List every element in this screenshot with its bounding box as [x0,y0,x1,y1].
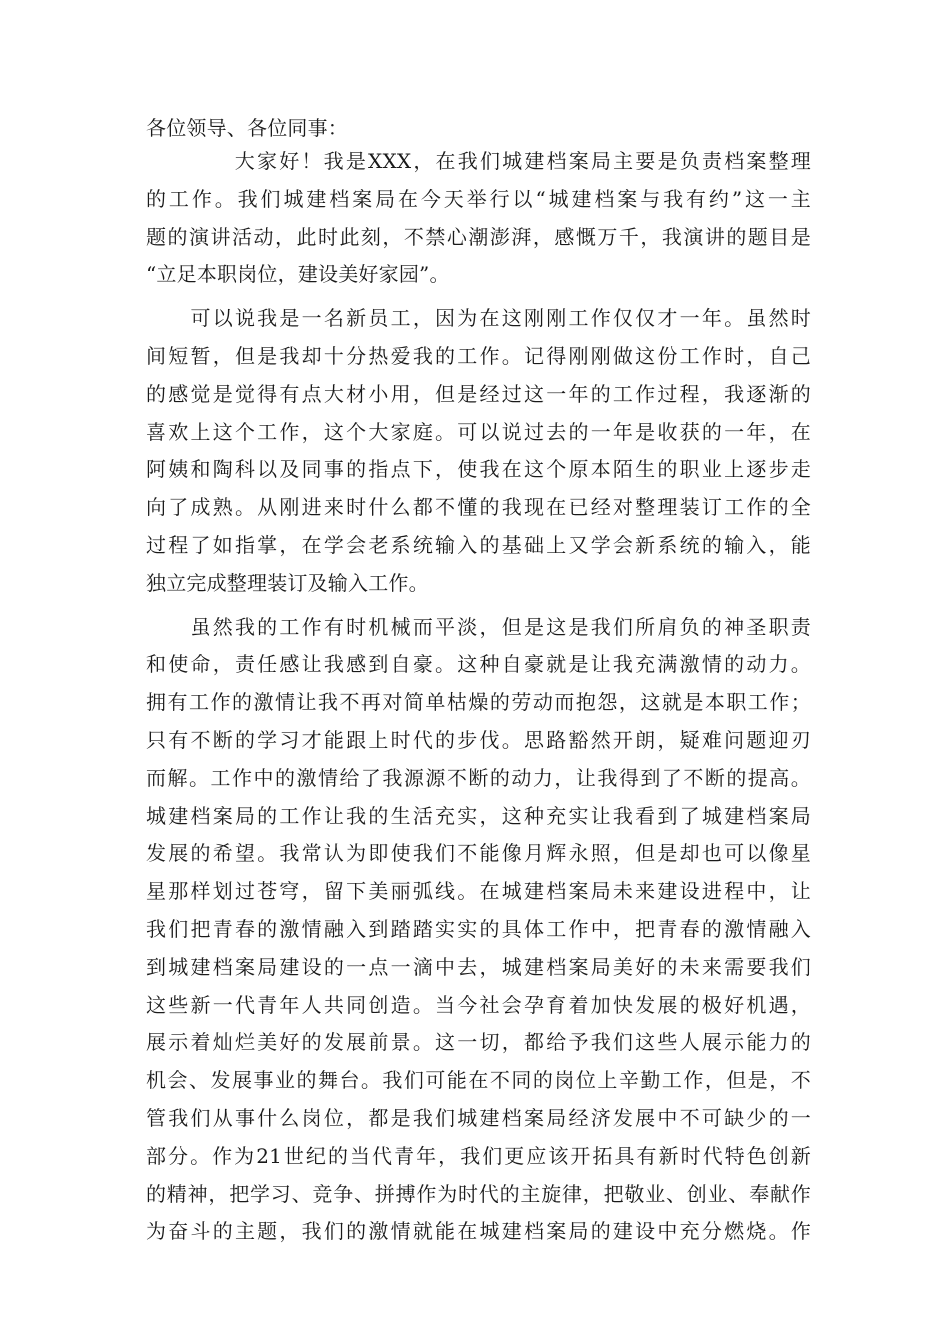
paragraph-line: 的精神，把学习、竞争、拼搏作为时代的主旋律，把敬业、创业、奉献作 [146,1181,811,1206]
paragraph-line: 题的演讲活动，此时此刻，不禁心潮澎湃，感慨万千，我演讲的题目是 [146,224,811,249]
paragraph-line: 只有不断的学习才能跟上时代的步伐。思路豁然开朗，疑难问题迎刃 [146,727,811,752]
paragraph-line: 而解。工作中的激情给了我源源不断的动力，让我得到了不断的提高。 [146,765,811,790]
paragraph-line: 拥有工作的激情让我不再对简单枯燥的劳动而抱怨，这就是本职工作； [146,690,811,715]
paragraph-line: 机会、发展事业的舞台。我们可能在不同的岗位上辛勤工作，但是，不 [146,1068,811,1093]
paragraph-line: 到城建档案局建设的一点一滴中去，城建档案局美好的未来需要我们 [146,954,811,979]
paragraph-line: “立足本职岗位，建设美好家园”。 [146,262,450,287]
salutation: 各位领导、各位同事： [146,116,348,140]
paragraph-line: 和使命，责任感让我感到自豪。这种自豪就是让我充满激情的动力。 [146,652,811,677]
paragraph-line: 过程了如指掌，在学会老系统输入的基础上又学会新系统的输入，能 [146,532,811,557]
paragraph-line: 的感觉是觉得有点大材小用，但是经过这一年的工作过程，我逐渐的 [146,381,811,406]
paragraph-line: 城建档案局的工作让我的生活充实，这种充实让我看到了城建档案局 [146,803,811,828]
paragraph-line: 可以说我是一名新员工，因为在这刚刚工作仅仅才一年。虽然时 [146,306,811,331]
paragraph-line: 间短暂，但是我却十分热爱我的工作。记得刚刚做这份工作时，自己 [146,343,811,368]
paragraph-line: 展示着灿烂美好的发展前景。这一切，都给予我们这些人展示能力的 [146,1030,811,1055]
paragraph-line: 我们把青春的激情融入到踏踏实实的具体工作中，把青春的激情融入 [146,916,811,941]
paragraph-1 [146,143,811,294]
paragraph-line: 阿姨和陶科以及同事的指点下，使我在这个原本陌生的职业上逐步走 [146,457,811,482]
paragraph-line: 发展的希望。我常认为即使我们不能像月辉永照，但是却也可以像星 [146,841,811,866]
paragraph-line: 的工作。我们城建档案局在今天举行以“城建档案与我有约”这一主 [146,186,811,211]
paragraph-3 [146,609,811,1252]
paragraph-line: 大家好！我是XXX，在我们城建档案局主要是负责档案整理 [146,149,811,173]
paragraph-line: 喜欢上这个工作，这个大家庭。可以说过去的一年是收获的一年，在 [146,419,811,444]
paragraph-2 [146,300,811,602]
paragraph-line: 星那样划过苍穹，留下美丽弧线。在城建档案局未来建设进程中，让 [146,879,811,904]
paragraph-line: 部分。作为21世纪的当代青年，我们更应该开拓具有新时代特色创新 [146,1143,811,1168]
paragraph-line: 为奋斗的主题，我们的激情就能在城建档案局的建设中充分燃烧。作 [146,1219,811,1244]
paragraph-line: 管我们从事什么岗位，都是我们城建档案局经济发展中不可缺少的一 [146,1105,811,1130]
paragraph-line: 独立完成整理装订及输入工作。 [146,570,429,595]
speech-text [146,113,811,1251]
paragraph-line: 向了成熟。从刚进来时什么都不懂的我现在已经对整理装订工作的全 [146,495,811,520]
paragraph-line: 这些新一代青年人共同创造。当今社会孕育着加快发展的极好机遇， [146,992,811,1017]
paragraph-line: 虽然我的工作有时机械而平淡，但是这是我们所肩负的神圣职责 [146,614,811,639]
